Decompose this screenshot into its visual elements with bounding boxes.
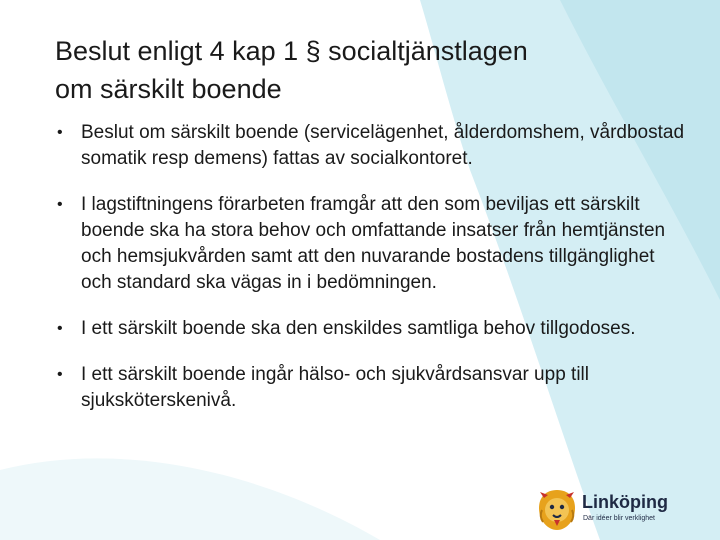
bullet-text: I lagstiftningens förarbeten framgår att den som beviljas ett särskilt boende ska ha stora behov och omfattande insatser från hemtjänsten och hemsjukvården samt att den nuvarande bostadens tillgänglighet och standard ska vägas in i bedömningen. [81,194,666,293]
bullet-item [55,120,685,172]
slide-title-line-1: Beslut enligt 4 kap 1 § socialtjänstlagen [55,36,528,66]
bullet-item [55,362,685,414]
lion-crest-icon [536,488,578,532]
linkoping-logo [536,488,670,532]
bullet-item [55,192,685,296]
bullet-list [55,120,685,434]
bullet-item [55,316,685,342]
logo-name: Linköping [582,492,668,512]
bullet-marker: • [57,320,63,337]
bullet-text: I ett särskilt boende ingår hälso- och sjukvårdsansvar upp till sjuksköterskenivå. [81,364,589,411]
bullet-marker: • [57,366,63,383]
bullet-marker: • [57,196,63,213]
slide-title-line-2: om särskilt boende [55,74,282,104]
bullet-text: I ett särskilt boende ska den enskildes samtliga behov tillgodoses. [81,318,636,339]
bullet-text: Beslut om särskilt boende (servicelägenhet, ålderdomshem, vårdbostad somatik resp demens) fattas av socialkontoret. [81,122,685,169]
logo-tagline: Där idéer blir verklighet [583,515,655,522]
slide-title [55,32,695,108]
bullet-marker: • [57,124,63,141]
